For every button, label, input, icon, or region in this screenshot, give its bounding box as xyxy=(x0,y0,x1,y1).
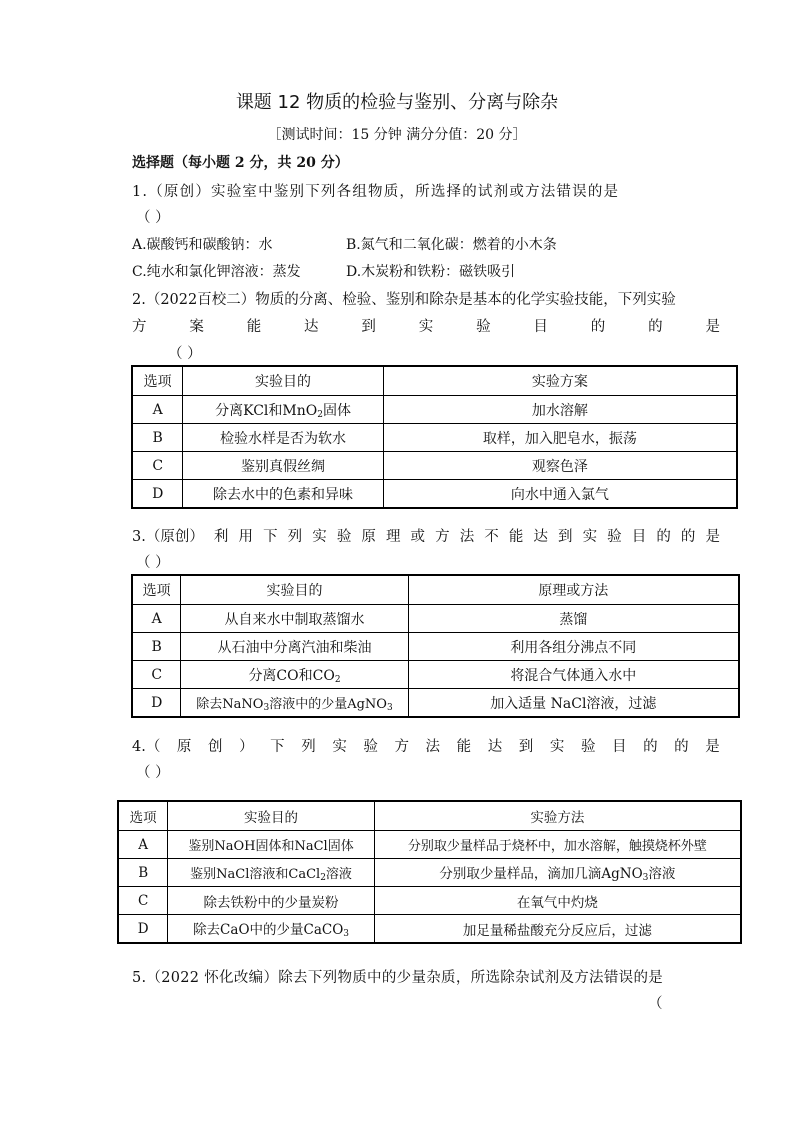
header-option: 选项 xyxy=(132,366,183,396)
table-row: B 从石油中分离汽油和柴油 利用各组分沸点不同 xyxy=(132,633,739,661)
q2-answer-paren: （ ） xyxy=(168,346,202,362)
table-row: B 检验水样是否为软水 取样，加入肥皂水，振荡 xyxy=(132,424,737,452)
q1-answer-paren: （ ） xyxy=(136,210,170,226)
q2-stem-line2: 方 案 能 达 到 实 验 目 的 的 是 xyxy=(132,319,720,335)
q5-stem: 5.（2022 怀化改编）除去下列物质中的少量杂质，所选除杂试剂及方法错误的是 xyxy=(132,970,664,986)
table-row: A 从自来水中制取蒸馏水 蒸馏 xyxy=(132,605,739,633)
section-heading: 选择题（每小题 2 分，共 20 分） xyxy=(132,155,349,171)
page-title: 课题 12 物质的检验与鉴别、分离与除杂 xyxy=(235,92,559,113)
header-option: 选项 xyxy=(132,575,181,605)
table-row: D 除去CaO中的少量CaCO$_3$ 加足量稀盐酸充分反应后，过滤 xyxy=(118,915,741,944)
header-goal: 实验目的 xyxy=(181,575,408,605)
q3-table xyxy=(131,574,740,718)
q3-answer-paren: （ ） xyxy=(136,555,170,571)
q3-stem: 3.（原创） 利 用 下 列 实 验 原 理 或 方 法 不 能 达 到 实 验 目 的 的 是 xyxy=(132,529,720,545)
table-row: A 鉴别NaOH固体和NaCl固体 分别取少量样品于烧杯中，加水溶解，触摸烧杯外壁 xyxy=(118,831,741,859)
q1-option-c: C.纯水和氯化钾溶液：蒸发 xyxy=(132,264,301,280)
table-header-row xyxy=(132,575,739,605)
header-goal: 实验目的 xyxy=(168,801,374,831)
q4-stem: 4.（ 原 创 ） 下 列 实 验 方 法 能 达 到 实 验 目 的 的 是 xyxy=(132,739,720,755)
table-row: B 鉴别NaCl溶液和CaCl$_2$溶液 分别取少量样品，滴加几滴AgNO$_3$溶液 xyxy=(118,859,741,887)
q1-stem: 1.（原创）实验室中鉴别下列各组物质，所选择的试剂或方法错误的是 xyxy=(132,184,620,200)
table-row: D 除去水中的色素和异味 向水中通入氯气 xyxy=(132,480,737,509)
table-header-row xyxy=(132,366,737,396)
header-method: 实验方法 xyxy=(374,801,741,831)
q4-answer-paren: （ ） xyxy=(136,765,170,781)
table-row: D 除去NaNO$_3$溶液中的少量AgNO$_3$ 加入适量 NaCl溶液，过滤 xyxy=(132,689,739,718)
header-method: 原理或方法 xyxy=(408,575,739,605)
q2-stem: 2.（2022百校二）物质的分离、检验、鉴别和除杂是基本的化学实验技能，下列实验 xyxy=(132,292,676,308)
q2-table xyxy=(131,365,738,509)
q1-option-a: A.碳酸钙和碳酸钠：水 xyxy=(132,237,273,253)
q1-option-b: B.氮气和二氧化碳：燃着的小木条 xyxy=(346,237,557,253)
table-row: C 分离CO和$CO_2$ 将混合气体通入水中 xyxy=(132,661,739,689)
table-row: C 鉴别真假丝绸 观察色泽 xyxy=(132,452,737,480)
test-info: ［测试时间：15 分钟 满分分值：20 分］ xyxy=(267,127,527,143)
header-method: 实验方案 xyxy=(383,366,737,396)
table-row: C 除去铁粉中的少量炭粉 在氧气中灼烧 xyxy=(118,887,741,915)
header-goal: 实验目的 xyxy=(183,366,383,396)
q4-table xyxy=(117,800,742,944)
q5-answer-paren: （ xyxy=(648,996,663,1012)
header-option: 选项 xyxy=(118,801,168,831)
table-header-row xyxy=(118,801,741,831)
table-row: A 分离KCl和MnO$_2$固体 加水溶解 xyxy=(132,396,737,424)
q1-option-d: D.木炭粉和铁粉：磁铁吸引 xyxy=(346,264,516,280)
